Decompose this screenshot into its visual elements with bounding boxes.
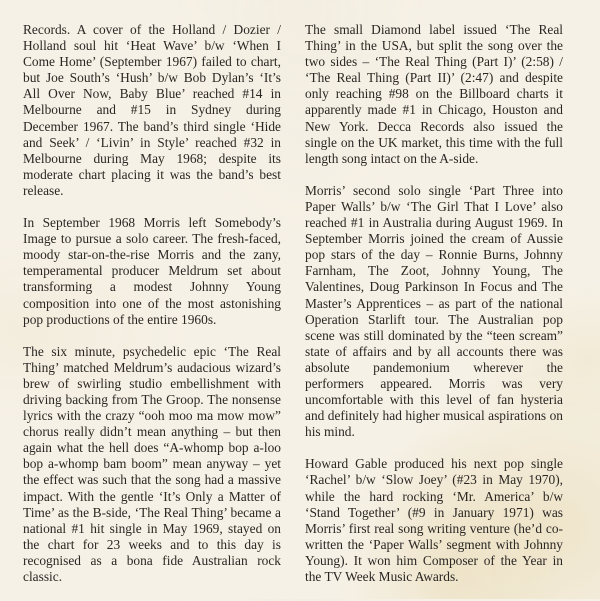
left-column <box>23 22 281 601</box>
paragraph-solo-career: In September 1968 Morris left Somebody’s Image to pursue a solo career. The fresh-faced, moody star-on-the-rise Morris and the zany, temperamental producer Meldrum set about transforming a modest Johnny Young composition into one of the most astonishing pop productions of the entire 1960s. <box>23 215 281 327</box>
paragraph-second-single-starlift: Morris’ second solo single ‘Part Three into Paper Walls’ b/w ‘The Girl That I Love’ also reached #1 in Australia during August 1969. In September Morris joined the cream of Aussie pop stars of the day – Ronnie Burns, Johnny Farnham, The Zoot, Johnny Young, The Valentines, Doug Parkinson In Focus and The Master’s Apprentices – as part of the national Operation Starlift tour. The Australian pop scene was still dominated by the “teen scream” state of affairs and by all accounts there was absolute pandemonium wherever the performers appeared. Morris was very uncomfortable with this level of fan hysteria and definitely had higher musical aspirations on his mind. <box>305 182 563 440</box>
paragraph-the-real-thing: The six minute, psychedelic epic ‘The Real Thing’ matched Meldrum’s audacious wizard’s brew of swirling studio embellishment with driving backing from The Groop. The nonsense lyrics with the crazy “ooh moo ma mow mow” chorus really didn’t mean anything – but then again what the hell does “A-whomp bop a-loo bop a-whomp bam boom” mean anyway – yet the effect was such that the song had a massive impact. With the gentle ‘It’s Only a Matter of Time’ as the B-side, ‘The Real Thing’ became a national #1 hit single in May 1969, stayed on the chart for 23 weeks and to this day is recognised as a bona fide Australian rock classic. <box>23 343 281 584</box>
right-column <box>305 22 563 601</box>
paragraph-us-uk-release: The small Diamond label issued ‘The Real Thing’ in the USA, but split the song over the two sides – ‘The Real Thing (Part I)’ (2:58) / ‘The Real Thing (Part II)’ (2:47) and despite only reaching #98 on the Billboard charts it apparently made #1 in Chicago, Houston and New York. Decca Records also issued the single on the UK market, this time with the full length song intact on the A-side. <box>305 22 563 166</box>
paragraph-somebodys-image-singles: Records. A cover of the Holland / Dozier / Holland soul hit ‘Heat Wave’ b/w ‘When I Come Home’ (September 1967) failed to chart, but Joe South’s ‘Hush’ b/w Bob Dylan’s ‘It’s All Over Now, Baby Blue’ reached #14 in Melbourne and #15 in Sydney during December 1967. The band’s third single ‘Hide and Seek’ / ‘Livin’ in Style’ reached #32 in Melbourne during May 1968; despite its moderate chart placing it was the band’s best release. <box>23 22 281 198</box>
paragraph-howard-gable-singles: Howard Gable produced his next pop single ‘Rachel’ b/w ‘Slow Joey’ (#23 in May 1970), while the hard rocking ‘Mr. America’ b/w ‘Stand Together’ (#9 in January 1971) was Morris’ first real song writing venture (he’d co-written the ‘Paper Walls’ segment with Johnny Young). It won him Composer of the Year in the TV Week Music Awards. <box>305 456 563 584</box>
